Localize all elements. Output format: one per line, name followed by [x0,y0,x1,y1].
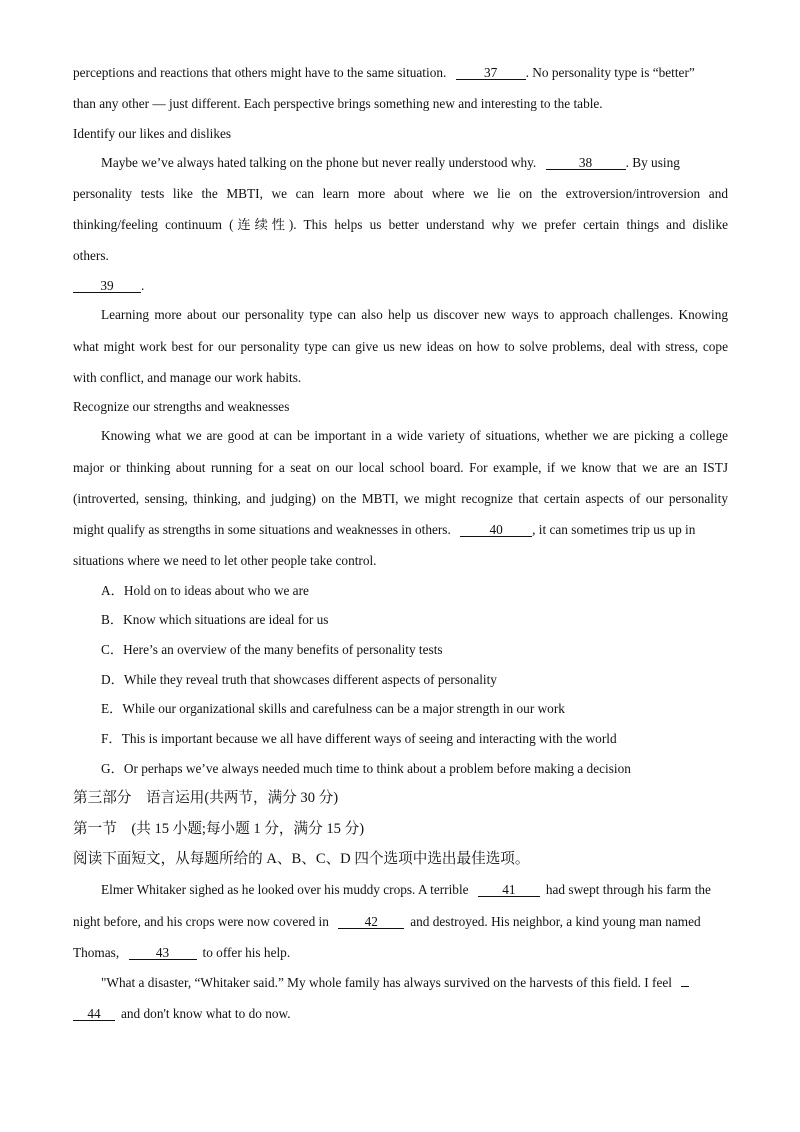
para6-line1 [101,975,689,991]
para1-line2: than any other — just different. Each perspective brings something new and interesting to the table. [73,96,603,111]
text: Elmer Whitaker sighed as he looked over his muddy crops. A terrible [101,882,469,897]
para2-line4: others. [73,248,109,263]
para3-line3: with conflict, and manage our work habits. [73,370,302,385]
para4-line2: major or thinking about running for a seat on our local school board. For example, if we know that we are an ISTJ [73,460,728,475]
option-d: D．While they reveal truth that showcases different aspects of personality [101,672,497,687]
blank-38: 38 [546,156,626,170]
text: to offer his help. [202,945,291,960]
para3-line2: what might work best for our personality type can give us new ideas on how to solve problems, deal with stress, cope [73,339,728,354]
text: and destroyed. His neighbor, a kind young man named [410,914,701,929]
blank-40: 40 [460,523,532,537]
blank-43: 43 [129,946,197,960]
para2-line1 [101,155,680,171]
para5-line2 [73,914,701,930]
para2-line3: thinking/feeling continuum (连续性). This helps us better understand why we prefer certain things and dislike [73,217,728,232]
para5-line1 [101,882,711,898]
blank-42: 42 [338,915,404,929]
para4-line4 [73,522,695,538]
section-3-1-heading: 第一节 (共 15 小题;每小题 1 分，满分 15 分) [73,821,365,837]
option-g: G．Or perhaps we’ve always needed much time to think about a problem before making a decision [101,761,631,776]
para3-line1: Learning more about our personality type can also help us discover new ways to approach challenges. Knowing [101,307,728,322]
blank-44: 44 [73,1007,115,1021]
text: . By using [625,155,680,170]
blank-41: 41 [478,883,540,897]
text: Maybe we’ve always hated talking on the phone but never really understood why. [101,155,537,170]
text: perceptions and reactions that others might have to the same situation. [73,65,447,80]
text: had swept through his farm the [545,882,711,897]
instruction: 阅读下面短文，从每题所给的 A、B、C、D 四个选项中选出最佳选项。 [73,851,530,867]
text: night before, and his crops were now covered in [73,914,329,929]
text: "What a disaster, “Whitaker said.” My whole family has always survived on the harvests of this field. I feel [101,975,672,990]
blank-44-start [681,986,689,987]
heading-likes-dislikes: Identify our likes and dislikes [73,126,232,141]
section-3-heading: 第三部分 语言运用(共两节，满分 30 分) [73,790,339,806]
option-f: F．This is important because we all have different ways of seeing and interacting with the world [101,731,617,746]
blank-37: 37 [456,66,526,80]
heading-strengths-weaknesses: Recognize our strengths and weaknesses [73,399,290,414]
text: and don't know what to do now. [121,1006,291,1021]
para4-line1: Knowing what we are good at can be important in a wide variety of situations, whether we are picking a college [101,428,728,443]
blank-39-line [73,278,144,294]
text: might qualify as strengths in some situations and weaknesses in others. [73,522,451,537]
text: . No personality type is “better” [525,65,695,80]
text: . [141,278,145,293]
blank-39: 39 [73,279,141,293]
option-b: B．Know which situations are ideal for us [101,612,329,627]
para4-line5: situations where we need to let other people take control. [73,553,377,568]
text: Thomas, [73,945,120,960]
para5-line3 [73,945,290,961]
para4-line3: (introverted, sensing, thinking, and judging) on the MBTI, we might recognize that certain aspects of our personality [73,491,728,506]
para6-line2 [73,1006,291,1022]
option-a: A．Hold on to ideas about who we are [101,583,309,598]
text: , it can sometimes trip us up in [532,522,696,537]
option-c: C．Here’s an overview of the many benefits of personality tests [101,642,443,657]
para1-line1 [73,65,695,81]
option-e: E．While our organizational skills and carefulness can be a major strength in our work [101,701,565,716]
para2-line2: personality tests like the MBTI, we can learn more about where we lie on the extroversion/introversion and [73,186,728,201]
